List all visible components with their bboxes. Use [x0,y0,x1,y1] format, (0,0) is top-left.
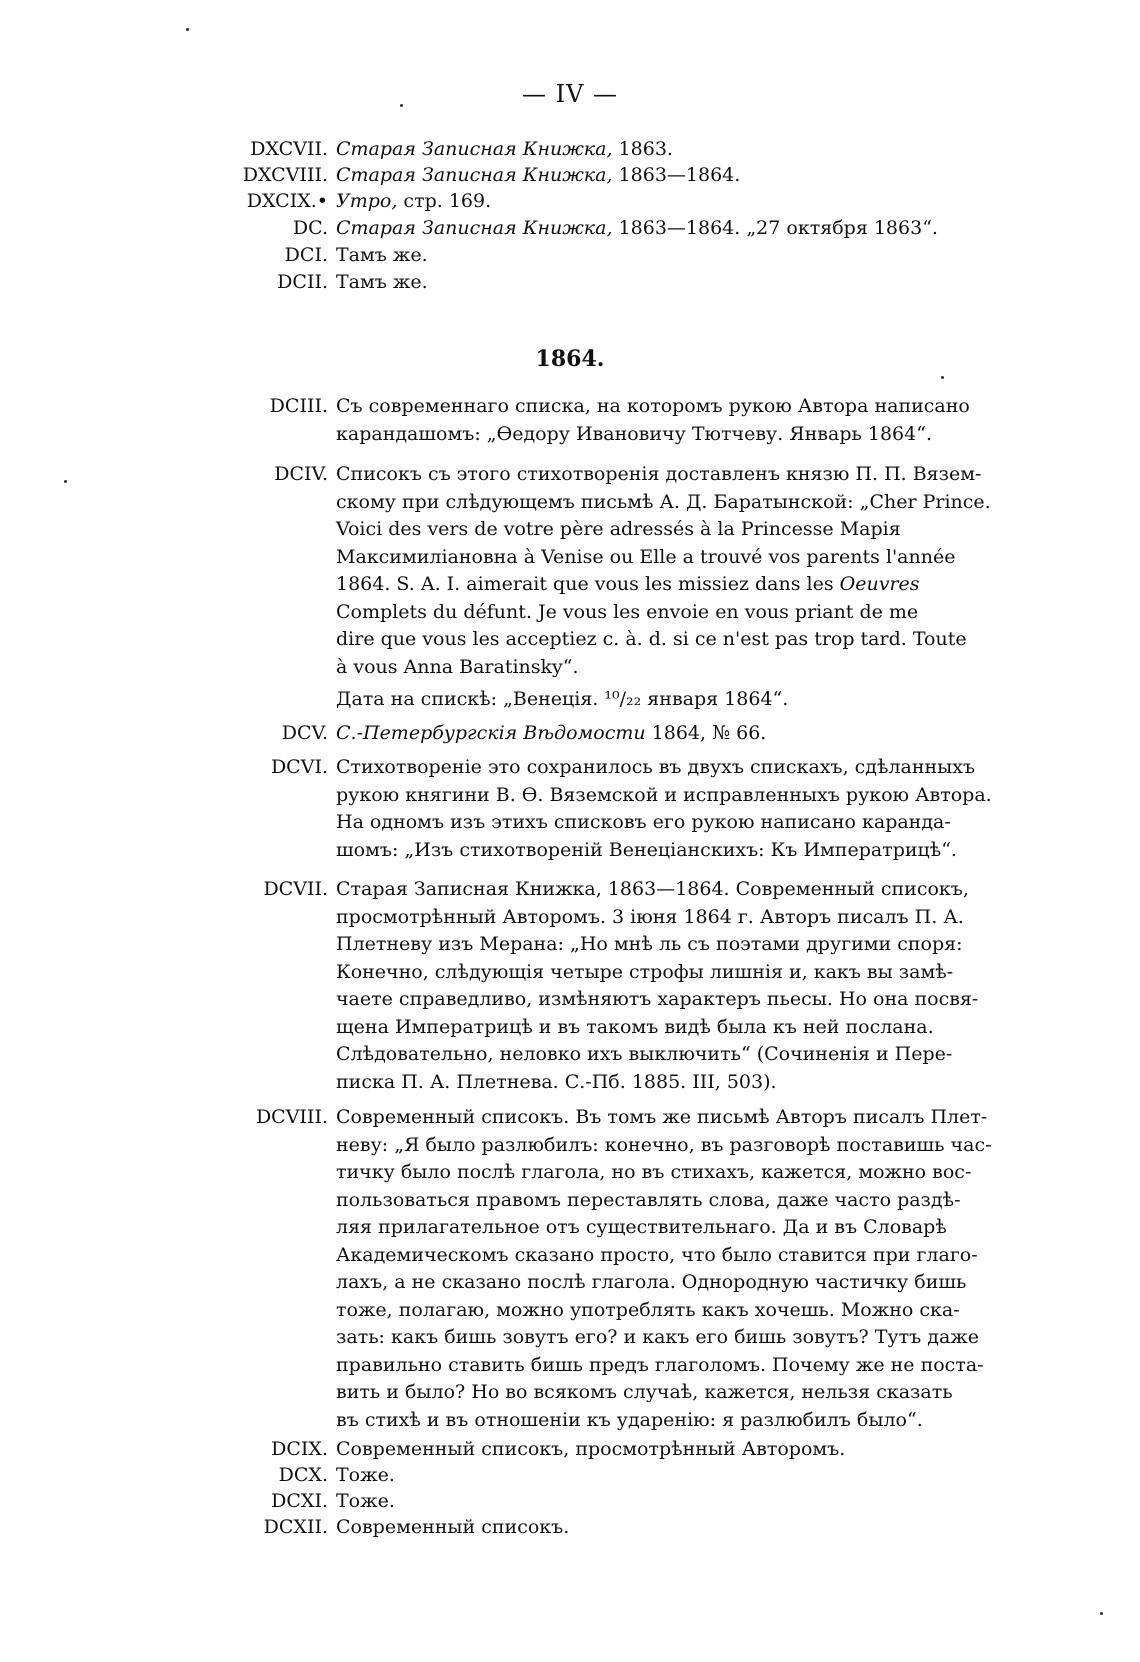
text-line: вить и было? Но во всякомъ случаѣ, кажется, нельзя сказать [336,1381,953,1403]
entry-number: DCIII. [269,395,328,417]
entry-rest: 1863—1864. [612,164,741,186]
text-line: Плетневу изъ Мерана: „Но мнѣ ль съ поэтами другими споря: [336,933,963,955]
entry-number: DCIV. [274,463,328,485]
entry-text [336,461,1036,681]
entry-text [336,215,1036,243]
entry-number: DCVII. [263,878,328,900]
year-heading: 1864. [535,346,605,372]
entry-number: DCV. [281,722,328,744]
entry-number: DC. [292,217,328,239]
scan-speck [400,104,403,107]
entry-text [336,876,1036,1096]
text-line: пользоваться правомъ переставлять слова, даже часто раздѣ- [336,1188,961,1211]
entry-text: Современный списокъ, просмотрѣнный Авторомъ. [336,1438,846,1460]
text-line: неву: „Я было разлюбилъ: конечно, въ разговорѣ поставишь час- [336,1133,992,1156]
entry-text: Тамъ же. [336,244,428,266]
entry-number: DXCIX.• [246,190,328,212]
text-line: à vous Anna Baratinsky“. [336,655,579,678]
text-line: Complets du défunt. Je vous les envoie en vous priant de me [336,600,919,623]
entry-text: Тамъ же. [336,271,428,293]
text-line: ляя прилагательное отъ существительнаго. Да и въ Словарѣ [336,1216,947,1238]
entry-rest: 1863. [612,138,673,160]
entry-text [336,188,1036,216]
text-line: Максимиліановна à Venise ou Elle a trouvé vos parents l'année [336,545,956,568]
entry-rest: стр. 169. [397,190,492,212]
italic-word: Oeuvres [839,573,920,595]
text-line: Старая Записная Книжка, 1863—1864. Современный списокъ, [336,878,969,900]
scan-speck [1100,1612,1103,1615]
text-line: dire que vous les acceptiez c. à. d. si ce n'est pas trop tard. Toute [336,628,967,650]
entry-number: DXCVII. [250,138,328,160]
entry-rest: 1863—1864. „27 октября 1863“. [612,217,938,239]
entry-text [336,162,1036,190]
scan-speck [186,28,189,31]
entry-number: DCX. [278,1464,328,1486]
entry-number: DCXI. [271,1490,328,1512]
date-line: Дата на спискѣ: „Венеція. ¹⁰/₂₂ января 1864“. [336,688,789,710]
entry-text [336,754,1036,864]
text-line: Съ современнаго списка, на которомъ рукою Автора написано [336,395,970,417]
entry-number: DCXII. [263,1516,328,1538]
text-line: въ стихѣ и въ отношеніи къ ударенію: я разлюбилъ было“. [336,1408,923,1431]
scan-speck [941,376,944,379]
text-line: зать: какъ бишь зовутъ его? и какъ его бишь зовутъ? Тутъ даже [336,1326,980,1348]
text-line: Voici des vers de votre père adressés à la Princesse Марія [336,518,901,540]
page-number: — IV — [521,80,619,108]
entry-number: DCII. [277,271,328,293]
text-line: правильно ставить бишь предъ глаголомъ. Почему же не поста- [336,1353,984,1376]
text-line: Списокъ съ этого стихотворенія доставленъ князю П. П. Вязем- [336,463,982,485]
text-line: карандашомъ: „Өедору Ивановичу Тютчеву. Январь 1864“. [336,422,932,445]
text-line: Академическомъ сказано просто, что было ставится при глаго- [336,1243,978,1266]
entry-text [336,720,1036,748]
text-line: скому при слѣдующемъ письмѣ А. Д. Баратынской: „Cher Prince. [336,490,991,513]
entry-text: Современный списокъ. [336,1516,570,1538]
text-line: лахъ, а не сказано послѣ глагола. Однородную частичку бишь [336,1271,967,1293]
text-line: Стихотвореніе это сохранилось въ двухъ спискахъ, сдѣланныхъ [336,756,976,778]
entry-text [336,136,1036,164]
text-line: писка П. А. Плетнева. С.-Пб. 1885. III, 503). [336,1070,777,1093]
entry-number: DXCVIII. [242,164,328,186]
text-line: тоже, полагаю, можно употреблять какъ хочешь. Можно ска- [336,1298,960,1321]
text-line: шомъ: „Изъ стихотвореній Венеціанскихъ: Къ Императрицѣ“. [336,838,957,861]
scan-speck [64,480,67,483]
text-line: тичку было послѣ глагола, но въ стихахъ, кажется, можно вос- [336,1161,972,1183]
entry-number: DCI. [284,244,328,266]
text-line: щена Императрицѣ и въ такомъ видѣ была къ ней послана. [336,1015,934,1038]
text-line [336,571,1036,599]
entry-title: Старая Записная Книжка, [336,164,613,186]
entry-number: DCVI. [270,756,328,778]
entry-title: Утро, [336,190,398,212]
text-line: просмотрѣнный Авторомъ. 3 іюня 1864 г. Авторъ писалъ П. А. [336,905,964,928]
entry-text: Тоже. [336,1490,395,1512]
text-line: На одномъ изъ этихъ списковъ его рукою написано каранда- [336,811,951,833]
text-line: Конечно, слѣдующія четыре строфы лишнія и, какъ вы замѣ- [336,960,954,983]
entry-text [336,1104,1036,1434]
entry-title: Старая Записная Книжка, [336,217,613,239]
entry-title: Старая Записная Книжка, [336,138,613,160]
entry-text: Тоже. [336,1464,395,1486]
entry-number: DCVIII. [255,1106,328,1128]
entry-title: С.-Петербургскія Вѣдомости [336,722,646,744]
entry-number: DCIX. [271,1438,328,1460]
text-segment: 1864. S. A. I. aimerait que vous les missiez dans les [336,573,834,595]
text-line: чаете справедливо, измѣняютъ характеръ пьесы. Но она посвя- [336,988,979,1010]
text-line: Современный списокъ. Въ томъ же письмѣ Авторъ писалъ Плет- [336,1106,988,1128]
entry-rest: 1864, № 66. [645,722,767,744]
entry-text [336,393,1036,448]
text-line: Слѣдовательно, неловко ихъ выключить“ (Сочиненія и Пере- [336,1043,953,1065]
text-line: рукою княгини В. Ѳ. Вяземской и исправленныхъ рукою Автора. [336,783,992,806]
